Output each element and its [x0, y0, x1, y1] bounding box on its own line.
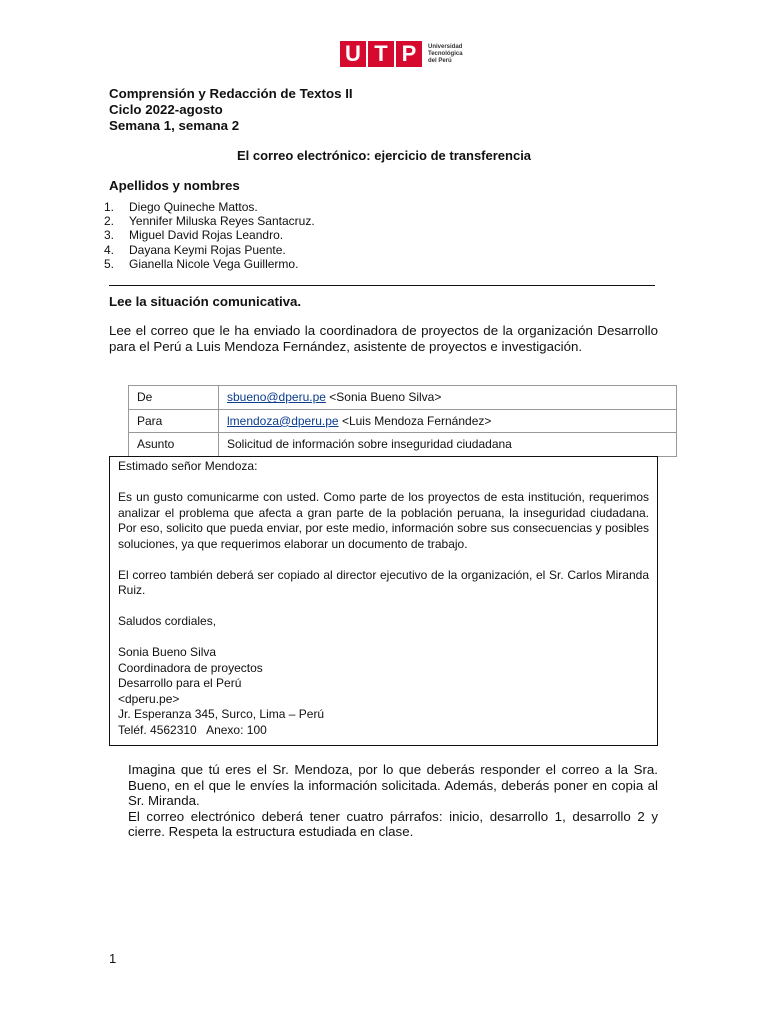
email-paragraph-1: Es un gusto comunicarme con usted. Como parte de los proyectos de esta institución, requerimos analizar el problema que afecta a gran parte de la población peruana, la inseguridad ciudadana. Por eso, solicito que pueda enviar, por este medio, información sobre sus consecuencias y posibles soluciones, ya que requerimos elaborar un documento de trabajo.	[118, 490, 649, 551]
signature-line: Teléf. 4562310 Anexo: 100	[118, 722, 267, 737]
table-row	[129, 409, 677, 433]
to-label: Para	[129, 409, 219, 433]
member-name: Miguel David Rojas Leandro.	[129, 228, 284, 243]
from-value	[219, 386, 677, 410]
subject-value: Solicitud de información sobre inseguridad ciudadana	[219, 433, 677, 457]
instructions	[128, 762, 658, 840]
list-number: 5.	[104, 256, 115, 271]
list-item	[104, 214, 315, 228]
table-row	[129, 386, 677, 410]
document-header	[109, 86, 353, 134]
signature-line: Jr. Esperanza 345, Surco, Lima – Perú	[118, 707, 325, 721]
to-name: <Luis Mendoza Fernández>	[341, 413, 492, 428]
member-name: Diego Quineche Mattos.	[129, 200, 258, 214]
logo-letter-t: T	[368, 41, 394, 67]
member-name: Gianella Nicole Vega Guillermo.	[129, 256, 299, 271]
table-row	[129, 433, 677, 457]
to-value	[219, 409, 677, 433]
signature-line: Coordinadora de proyectos	[118, 660, 263, 675]
signature-line: <dperu.pe>	[118, 691, 180, 706]
list-item	[104, 228, 315, 242]
signature-line: Desarrollo para el Perú	[118, 676, 242, 690]
intro-paragraph: Lee el correo que le ha enviado la coordinadora de proyectos de la organización Desarrollo para el Perú a Luis Mendoza Fernández, asistente de proyectos e investigación.	[109, 323, 658, 354]
list-number: 1.	[104, 200, 115, 214]
logo-letter-u: U	[340, 41, 366, 67]
document-title: El correo electrónico: ejercicio de transferencia	[236, 148, 532, 163]
email-greeting: Estimado señor Mendoza:	[118, 459, 258, 473]
page-number: 1	[109, 951, 117, 966]
cycle: Ciclo 2022-agosto	[109, 102, 223, 117]
list-item	[104, 257, 315, 271]
member-name: Yennifer Miluska Reyes Santacruz.	[129, 214, 315, 229]
utp-logo	[340, 41, 472, 67]
from-name: <Sonia Bueno Silva>	[329, 390, 442, 405]
email-paragraph-2: El correo también deberá ser copiado al director ejecutivo de la organización, el Sr. Carlos Miranda Ruiz.	[118, 567, 649, 597]
member-name: Dayana Keymi Rojas Puente.	[129, 242, 286, 257]
logo-letter-p: P	[396, 41, 422, 67]
list-item	[104, 243, 315, 257]
course-name: Comprensión y Redacción de Textos II	[109, 86, 353, 101]
logo-subtitle: Universidad Tecnológica del Perú	[428, 43, 463, 64]
instruction-paragraph: Imagina que tú eres el Sr. Mendoza, por lo que deberás responder el correo a la Sra. Bueno, en el que le envíes la información solicitada. Además, deberás poner en copia al Sr. Miranda.	[128, 762, 658, 808]
email-header-table	[128, 385, 677, 457]
divider	[109, 285, 655, 286]
list-number: 3.	[104, 228, 115, 243]
from-label: De	[129, 386, 219, 410]
week: Semana 1, semana 2	[109, 118, 240, 133]
signature-line: Sonia Bueno Silva	[118, 645, 217, 659]
members-list	[104, 200, 315, 271]
list-number: 4.	[104, 242, 115, 257]
situation-label: Lee la situación comunicativa.	[109, 294, 302, 309]
list-number: 2.	[104, 214, 115, 229]
utp-logo-letters	[340, 41, 424, 67]
members-label: Apellidos y nombres	[109, 178, 240, 193]
email-body	[109, 456, 658, 746]
list-item	[104, 200, 315, 214]
from-email-link[interactable]: sbueno@dperu.pe	[227, 390, 326, 405]
to-email-link[interactable]: lmendoza@dperu.pe	[227, 413, 339, 428]
email-signature	[118, 645, 649, 738]
subject-label: Asunto	[129, 433, 219, 457]
instruction-paragraph: El correo electrónico deberá tener cuatro párrafos: inicio, desarrollo 1, desarrollo 2 y cierre. Respeta la estructura estudiada en clase.	[128, 808, 658, 839]
email-closing: Saludos cordiales,	[118, 614, 217, 628]
